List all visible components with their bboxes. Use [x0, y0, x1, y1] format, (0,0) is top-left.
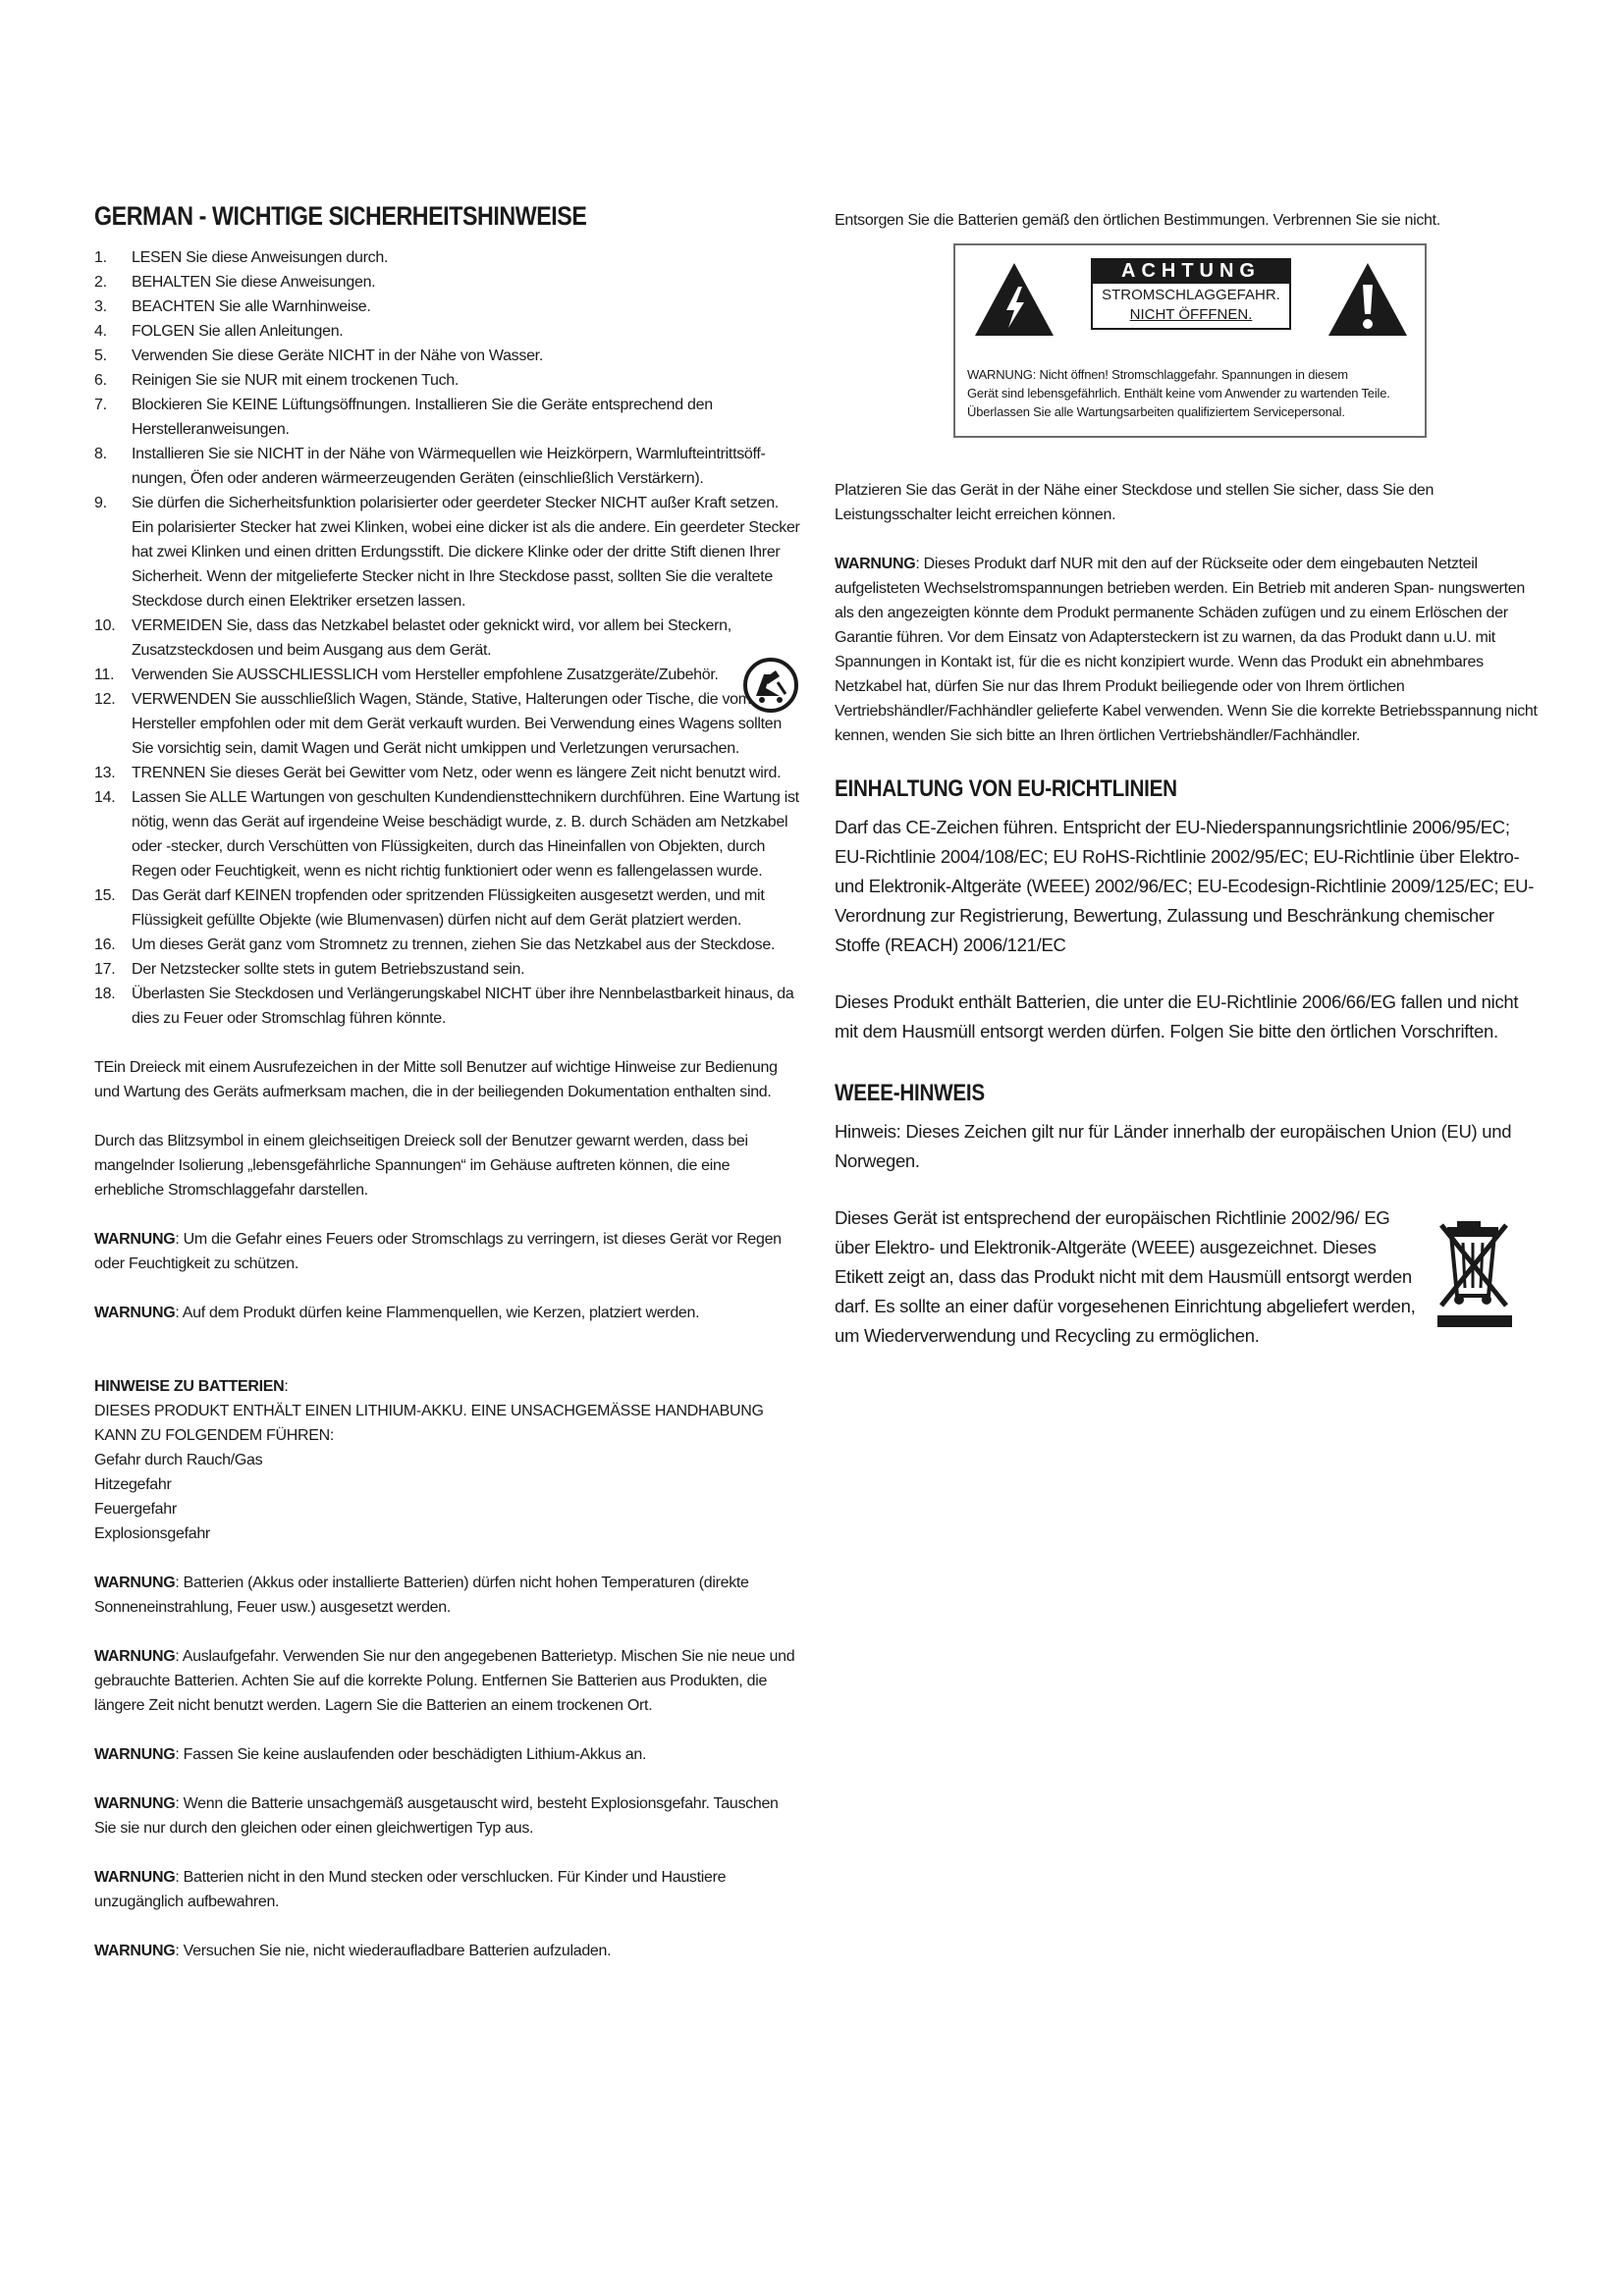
exclamation-warning-icon — [1326, 259, 1409, 342]
weee-text: Dieses Gerät ist entsprechend der europäischen Richtlinie 2002/96/ EG über Elektro- und Elektronik-Altgeräte (WEEE) ausgezeichnet. Dieses Etikett zeigt an, dass das Produkt nicht mit dem Hausmüll entsorgt werden darf. Es sollte an einer dafür vorgesehenen Einrichtung abgeliefert werden, um Wiederverwendung und Recycling zu ermöglichen. — [835, 1207, 1416, 1346]
achtung-subtitle: STROMSCHLAGGEFAHR. NICHT ÖFFFNEN. — [1091, 284, 1291, 330]
battery-section — [94, 1374, 801, 1546]
warning-recharge: WARNUNG: Versuchen Sie nie, nicht wiederaufladbare Batterien aufzuladen. — [94, 1943, 612, 1959]
warning-explosion: WARNUNG: Wenn die Batterie unsachgemäß ausgetauscht wird, besteht Explosionsgefahr. Tauschen Sie sie nur durch den gleichen oder einen gleichwertigen Typ aus. — [94, 1795, 779, 1837]
lightning-warning-icon — [973, 259, 1056, 342]
warning-damaged: WARNUNG: Fassen Sie keine auslaufenden oder beschädigten Lithium-Akkus an. — [94, 1746, 647, 1763]
cart-tipover-icon — [742, 657, 799, 714]
battery-hazard: Gefahr durch Rauch/Gas — [94, 1452, 263, 1468]
rule-item: 1. LESEN Sie diese Anweisungen durch. — [94, 249, 389, 266]
rule-item: 16. Um dieses Gerät ganz vom Stromnetz zu trennen, ziehen Sie das Netzkabel aus der Steckdose. — [94, 936, 776, 953]
rule-item: 6. Reinigen Sie sie NUR mit einem trockenen Tuch. — [94, 372, 460, 389]
weee-note: Hinweis: Dieses Zeichen gilt nur für Länder innerhalb der europäischen Union (EU) und Norwegen. — [835, 1121, 1512, 1171]
rule-item: 10. VERMEIDEN Sie, dass das Netzkabel belastet oder geknickt wird, vor allem bei Steckern, Zusatzsteckdosen und beim Ausgang aus dem Gerät. — [94, 617, 731, 659]
battery-heading: HINWEISE ZU BATTERIEN: — [94, 1378, 289, 1395]
safety-rules-list — [94, 245, 801, 1031]
battery-hazard: Feuergefahr — [94, 1501, 177, 1518]
warning-leak: WARNUNG: Auslaufgefahr. Verwenden Sie nur den angegebenen Batterietyp. Mischen Sie nie neue und gebrauchte Batterien. Achten Sie auf die korrekte Polung. Entfernen Sie Batterien aus Produkten, die längere Zeit nicht benutzt werden. Lagern Sie die Batterien an einem trockenen Ort. — [94, 1648, 795, 1714]
battery-hazard: Hitzegefahr — [94, 1476, 172, 1493]
rule-item: 3. BEACHTEN Sie alle Warnhinweise. — [94, 298, 371, 315]
rule-item: 11. Verwenden Sie AUSSCHLIESSLICH vom Hersteller empfohlene Zusatzgeräte/Zubehör. — [94, 667, 719, 683]
warning-rain: WARNUNG: Um die Gefahr eines Feuers oder Stromschlags zu verringern, ist dieses Gerät vor Regen oder Feuchtigkeit zu schützen. — [94, 1231, 782, 1272]
lightning-paragraph: Durch das Blitzsymbol in einem gleichseitigen Dreieck soll der Benutzer gewarnt werden, dass bei mangelnder Isolierung „lebensgefährliche Spannungen“ im Gehäuse auftreten können, die eine erhebliche Stromschlaggefahr darstellen. — [94, 1133, 748, 1199]
warning-heat: WARNUNG: Batterien (Akkus oder installierte Batterien) dürfen nicht hohen Temperaturen (direkte Sonneneinstrahlung, Feuer usw.) ausgesetzt werden. — [94, 1575, 749, 1616]
rule-item: 2. BEHALTEN Sie diese Anweisungen. — [94, 274, 376, 291]
warning-flames: WARNUNG: Auf dem Produkt dürfen keine Flammenquellen, wie Kerzen, platziert werden. — [94, 1305, 700, 1321]
dispose-paragraph: Entsorgen Sie die Batterien gemäß den örtlichen Bestimmungen. Verbrennen Sie sie nicht. — [835, 212, 1440, 229]
rule-item: 8. Installieren Sie sie NICHT in der Nähe von Wärmequellen wie Heizkörpern, Warmlufteintrittsöff- nungen, Öfen oder anderen wärmeerzeugenden Geräten (einschließlich Verstärkern). — [94, 446, 766, 487]
eu-battery: Dieses Produkt enthält Batterien, die unter die EU-Richtlinie 2006/66/EG fallen und nicht mit dem Hausmüll entsorgt werden dürfen. Folgen Sie bitte den örtlichen Vorschriften. — [835, 991, 1519, 1041]
achtung-title: ACHTUNG — [1091, 258, 1291, 284]
warning-power: WARNUNG: Dieses Produkt darf NUR mit den auf der Rückseite oder dem eingebauten Netzteil aufgelisteten Wechselstromspannungen betrieben werden. Ein Betrieb mit anderen Span- nungswerten als den angezeigten könnte dem Produkt permanente Schäden zufügen und zu einem Erlöschen der Garantie führen. Vor dem Einsatz von Adaptersteckern ist zu warnen, da das Produkt dann u.U. mit Spannungen in Kontakt ist, für die es nicht konzipiert wurde. Wenn das Produkt ein abnehmbares Netzkabel hat, dürfen Sie nur das Ihrem Produkt beiliegende oder von Ihrem örtlichen Vertriebshändler/Fachhändler gelieferte Kabel verwenden. Wenn Sie die korrekte Betriebsspannung nicht kennen, wenden Sie sich bitte an Ihren örtlichen Vertriebshändler/Fachhändler. — [835, 556, 1538, 744]
battery-hazard: Explosionsgefahr — [94, 1525, 210, 1542]
rule-item: 5. Verwenden Sie diese Geräte NICHT in der Nähe von Wasser. — [94, 347, 543, 364]
eu-title: EINHALTUNG VON EU-RICHTLINIEN — [835, 775, 1177, 802]
rule-item: 17. Der Netzstecker sollte stets in gutem Betriebszustand sein. — [94, 961, 525, 978]
rule-item: 12. VERWENDEN Sie ausschließlich Wagen, Stände, Stative, Halterungen oder Tische, die vom Hersteller empfohlen oder mit dem Gerät verkauft wurden. Bei Verwendung eines Wagens sollten Sie vorsichtig sein, damit Wagen und Gerät nicht umkippen und Verletzungen verursachen. — [94, 691, 782, 757]
rule-item: 7. Blockieren Sie KEINE Lüftungsöffnungen. Installieren Sie die Geräte entsprechend den Herstelleranweisungen. — [94, 397, 713, 438]
weee-bin-icon — [1435, 1215, 1514, 1331]
rule-item: 15. Das Gerät darf KEINEN tropfenden oder spritzenden Flüssigkeiten ausgesetzt werden, und mit Flüssigkeit gefüllte Objekte (wie Blumenvasen) dürfen nicht auf dem Gerät platziert werden. — [94, 887, 765, 929]
warning-swallow: WARNUNG: Batterien nicht in den Mund stecken oder verschlucken. Für Kinder und Haustiere unzugänglich aufbewahren. — [94, 1869, 727, 1910]
rule-item: 9. Sie dürfen die Sicherheitsfunktion polarisierter oder geerdeter Stecker NICHT außer Kraft setzen. Ein polarisierter Stecker hat zwei Klinken, wobei eine dicker ist als die andere. Ein geerdeter Stecker hat zwei Klinken und einen dritten Erdungsstift. Die dickere Klinke oder der dritte Stift dienen Ihrer Sicherheit. Wenn der mitgelieferte Stecker nicht in Ihre Steckdose passt, sollten Sie die veraltete Steckdose durch einen Elektriker ersetzen lassen. — [94, 495, 800, 610]
warning-box — [953, 243, 1427, 438]
achtung-label — [1091, 258, 1291, 330]
rule-item: 13. TRENNEN Sie dieses Gerät bei Gewitter vom Netz, oder wenn es längere Zeit nicht benutzt wird. — [94, 765, 782, 781]
triangle-paragraph: TEin Dreieck mit einem Ausrufezeichen in der Mitte soll Benutzer auf wichtige Hinweise zur Bedienung und Wartung des Geräts aufmerksam machen, die in der beiliegenden Dokumentation enthalten sind. — [94, 1059, 778, 1100]
warning-box-note: WARNUNG: Nicht öffnen! Stromschlaggefahr. Spannungen in diesem Gerät sind lebensgefährlich. Enthält keine vom Anwender zu wartenden Teile. Überlassen Sie alle Wartungsarbeiten qualifiziertem Servicepersonal. — [967, 367, 1390, 419]
socket-paragraph: Platzieren Sie das Gerät in der Nähe einer Steckdose und stellen Sie sicher, dass Sie den Leistungsschalter leicht erreichen können. — [835, 482, 1435, 523]
rule-item: 18. Überlasten Sie Steckdosen und Verlängerungskabel NICHT über ihre Nennbelastbarkeit hinaus, da dies zu Feuer oder Stromschlag führen könnte. — [94, 986, 794, 1027]
weee-title: WEEE-HINWEIS — [835, 1080, 985, 1106]
eu-text: Darf das CE-Zeichen führen. Entspricht der EU-Niederspannungsrichtlinie 2006/95/EC; EU-Richtlinie 2004/108/EC; EU RoHS-Richtlinie 2002/95/EC; EU-Richtlinie über Elektro- und Elektronik-Altgeräte (WEEE) 2002/96/EC; EU-Ecodesign-Richtlinie 2009/125/EC; EU-Verordnung zur Registrierung, Bewertung, Zulassung und Beschränkung chemischer Stoffe (REACH) 2006/121/EC — [835, 817, 1535, 955]
battery-caps: DIESES PRODUKT ENTHÄLT EINEN LITHIUM-AKKU. EINE UNSACHGEMÄSSE HANDHABUNG KANN ZU FOLGENDEM FÜHREN: — [94, 1403, 764, 1444]
safety-title: GERMAN - WICHTIGE SICHERHEITSHINWEISE — [94, 201, 587, 231]
rule-item: 4. FOLGEN Sie allen Anleitungen. — [94, 323, 344, 340]
left-column — [94, 201, 801, 1963]
rule-item: 14. Lassen Sie ALLE Wartungen von geschulten Kundendiensttechnikern durchführen. Eine Wartung ist nötig, wenn das Gerät auf irgendeine Weise beschädigt wurde, z. B. durch Schäden am Netzkabel oder -stecker, durch Verschütten von Flüssigkeiten, durch das Hineinfallen von Objekten, durch Regen oder Feuchtigkeit, wenn es nicht richtig funktioniert oder wenn es fallengelassen wurde. — [94, 789, 799, 880]
